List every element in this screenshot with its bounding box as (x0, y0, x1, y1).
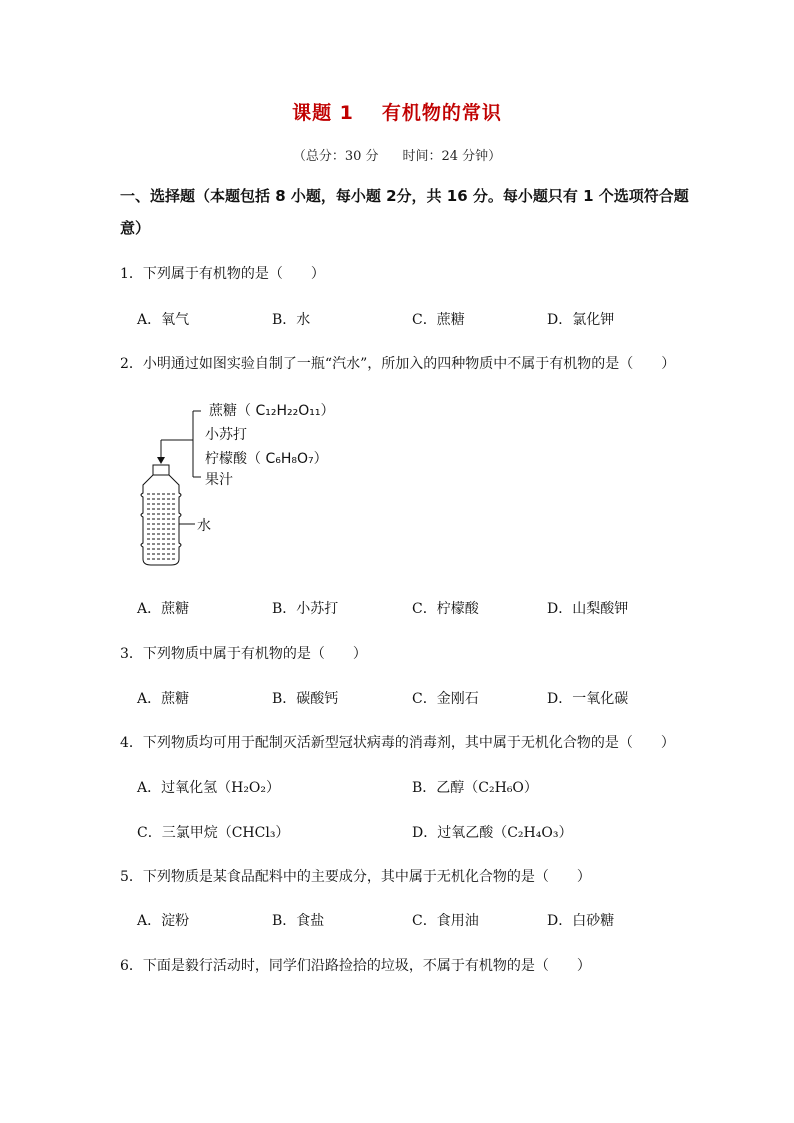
option-a: A．蔗糖 (137, 601, 190, 617)
bottle-diagram (125, 393, 365, 578)
question-2-stem: 2．小明通过如图实验自制了一瓶“汽水”，所加入的四种物质中不属于有机物的是（ ） (120, 356, 676, 372)
total-score: （总分：30 分 (292, 149, 379, 164)
label-sucrose: 蔗糖（ C₁₂H₂₂O₁₁） (209, 403, 335, 419)
question-4-options-row1 (137, 777, 697, 797)
question-1-options (137, 309, 697, 329)
option-d: D．氯化钾 (547, 312, 615, 328)
option-c: C．食用油 (412, 913, 479, 929)
option-d: D．山梨酸钾 (547, 601, 629, 617)
option-a: A．淀粉 (137, 913, 190, 929)
label-baking-soda: 小苏打 (205, 427, 247, 443)
time-limit: 时间：24 分钟） (402, 149, 502, 164)
question-4-options-row2 (137, 822, 697, 842)
question-5-stem: 5．下列物质是某食品配料中的主要成分，其中属于无机化合物的是（ ） (120, 869, 591, 885)
question-5-options (137, 910, 697, 930)
option-a: A．蔗糖 (137, 691, 190, 707)
soda-bottle-figure (125, 393, 365, 578)
option-b: B．食盐 (272, 913, 325, 929)
option-b: B．碳酸钙 (272, 691, 339, 707)
question-3-options (137, 688, 697, 708)
option-c: C．柠檬酸 (412, 601, 479, 617)
option-c: C．蔗糖 (412, 312, 465, 328)
title-lesson-number: 课题 1 (292, 102, 354, 124)
option-c: C．三氯甲烷（CHCl₃） (137, 825, 290, 841)
question-4-stem: 4．下列物质均可用于配制灭活新型冠状病毒的消毒剂，其中属于无机化合物的是（ ） (120, 735, 675, 751)
option-b: B．水 (272, 312, 311, 328)
question-2-options (137, 598, 697, 618)
question-1-stem: 1．下列属于有机物的是（ ） (120, 266, 325, 282)
question-6-stem: 6．下面是毅行活动时，同学们沿路捡拾的垃圾，不属于有机物的是（ ） (120, 958, 591, 974)
question-3-stem: 3．下列物质中属于有机物的是（ ） (120, 646, 367, 662)
option-b: B．小苏打 (272, 601, 339, 617)
title-topic: 有机物的常识 (381, 102, 502, 124)
score-time-info (0, 145, 794, 164)
section-heading: 一、选择题（本题包括 8 小题，每小题 2分，共 16 分。每小题只有 1 个选项符合题意） (120, 187, 689, 237)
label-juice: 果汁 (205, 472, 233, 488)
option-d: D．过氧乙酸（C₂H₄O₃） (412, 825, 573, 841)
option-a: A．氧气 (137, 312, 190, 328)
option-d: D．白砂糖 (547, 913, 615, 929)
option-d: D．一氧化碳 (547, 691, 629, 707)
option-b: B．乙醇（C₂H₆O） (412, 780, 538, 796)
label-water: 水 (197, 518, 211, 534)
page-title (0, 98, 794, 125)
option-c: C．金刚石 (412, 691, 479, 707)
option-a: A．过氧化氢（H₂O₂） (137, 780, 281, 796)
label-citric-acid: 柠檬酸（ C₆H₈O₇） (205, 451, 328, 467)
